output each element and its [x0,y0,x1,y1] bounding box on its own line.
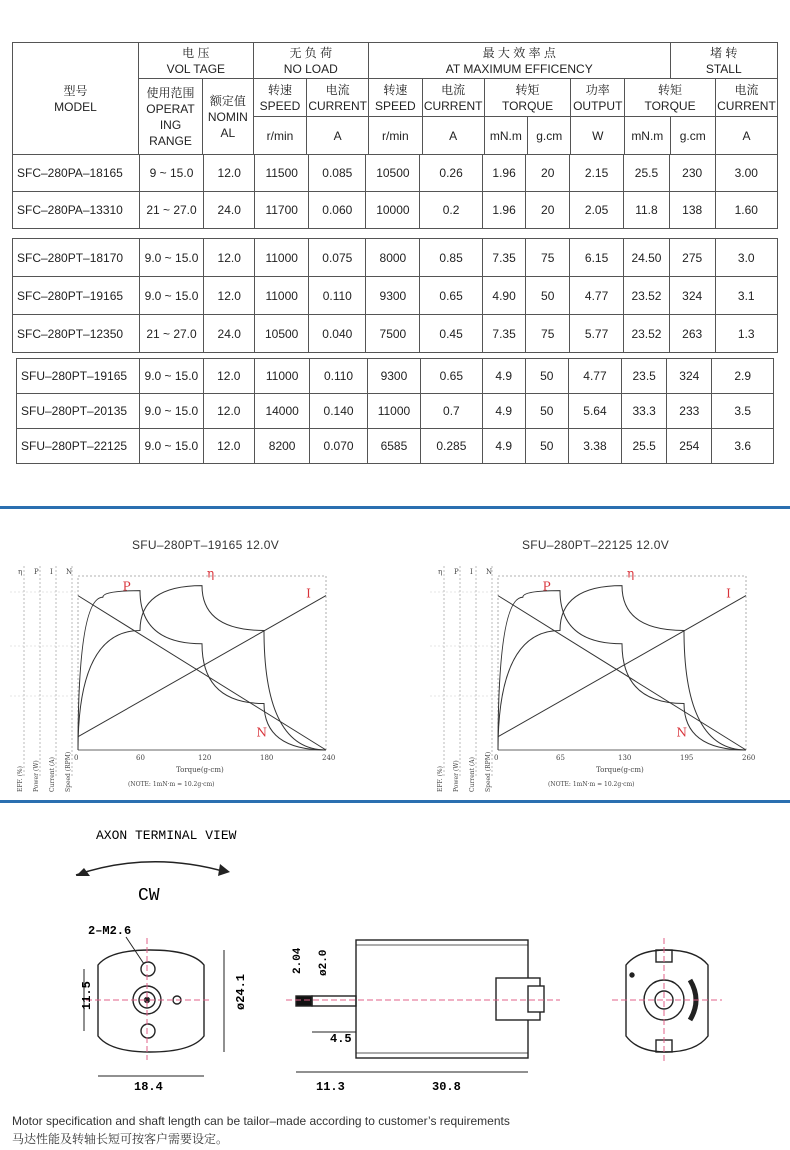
table-cell: 33.3 [622,394,667,429]
dim-label: ø24.1 [234,973,248,1010]
axis-name: Speed (RPM) [485,751,492,792]
table-cell: 25.5 [624,155,670,192]
dim-label: 11.3 [316,1080,345,1094]
table-cell: 24.0 [204,192,255,229]
axis-name: EFF. (%) [437,766,444,792]
spec-table-group-1 [12,154,778,229]
rear-view [612,938,722,1062]
series-N-line [78,596,326,750]
maxeff-torque-header: 转矩 TORQUE [484,79,571,117]
table-cell: 233 [667,394,712,429]
table-cell: 3.38 [568,429,621,464]
table-cell: 0.075 [309,239,366,277]
table-cell: 9 ~ 15.0 [139,155,203,192]
table-row [13,155,778,192]
table-cell: 9300 [367,359,420,394]
table-cell: 254 [667,429,712,464]
table-cell: 5.64 [568,394,621,429]
table-cell: 12.0 [203,429,254,464]
noload-speed-header: 转速 SPEED [253,79,307,117]
dim-label: ø2.0 [318,949,330,976]
stall-torque-header: 转矩 TORQUE [625,79,716,117]
model-cell: SFC–280PT–18170 [13,239,140,277]
spec-table-header [12,42,778,155]
table-cell: 11000 [255,277,309,315]
model-cell: SFU–280PT–22125 [17,429,140,464]
unit-cell: A [307,117,369,155]
table-cell: 21 ~ 27.0 [139,192,203,229]
curve-label: I [726,586,731,601]
model-cell: SFC–280PA–18165 [13,155,140,192]
maxeff-header: 最 大 效 率 点 AT MAXIMUM EFFICENCY [368,43,670,79]
table-cell: 0.26 [420,155,482,192]
x-tick-label: 195 [680,754,694,762]
table-cell: 50 [525,429,568,464]
terminal-view-label: AXON TERMINAL VIEW [96,828,237,843]
table-cell: 10500 [255,315,309,353]
x-tick-label: 130 [618,754,632,762]
table-cell: 0.040 [309,315,366,353]
table-cell: 50 [525,394,568,429]
table-cell: 1.3 [715,315,777,353]
rotation-label: CW [138,886,160,906]
table-cell: 11.8 [624,192,670,229]
table-cell: 7.35 [482,315,526,353]
maxeff-current-header: 电流 CURRENT [422,79,484,117]
table-cell: 6585 [367,429,420,464]
voltage-header: 电 压 VOL TAGE [139,43,254,79]
table-cell: 75 [526,239,570,277]
table-cell: 324 [669,277,715,315]
section-divider [0,506,790,509]
table-row [17,394,774,429]
series-P-line [498,591,746,750]
spec-table-group-2 [12,238,778,353]
unit-cell: r/min [368,117,422,155]
table-cell: 3.1 [715,277,777,315]
series-P-line [78,591,326,750]
table-cell: 324 [667,359,712,394]
table-cell: 0.65 [421,359,483,394]
table-cell: 9.0 ~ 15.0 [139,239,203,277]
table-cell: 2.05 [570,192,624,229]
axis-header: P [34,568,39,576]
performance-chart [10,562,390,802]
maxeff-speed-header: 转速 SPEED [368,79,422,117]
table-cell: 9300 [366,277,420,315]
table-cell: 8000 [366,239,420,277]
axis-header: I [50,568,53,576]
unit-cell: mN.m [484,117,527,155]
table-cell: 23.52 [624,315,670,353]
unit-cell: r/min [253,117,307,155]
x-tick-label: 120 [198,754,212,762]
table-cell: 3.5 [712,394,774,429]
chart-note: (NOTE: 1mN·m = 10.2g·cm) [128,781,215,788]
table-cell: 11500 [255,155,309,192]
dim-label: 2.04 [292,947,304,974]
curve-label: η [626,566,635,581]
unit-cell: g.cm [528,117,571,155]
stall-current-header: 电流 CURRENT [715,79,777,117]
table-cell: 0.085 [309,155,366,192]
table-cell: 9.0 ~ 15.0 [140,359,204,394]
table-cell: 50 [525,359,568,394]
table-cell: 12.0 [203,359,254,394]
table-cell: 21 ~ 27.0 [139,315,203,353]
model-cell: SFC–280PT–19165 [13,277,140,315]
table-cell: 4.77 [570,277,624,315]
table-cell: 8200 [254,429,309,464]
mechanical-drawing [0,810,790,1110]
unit-cell: A [715,117,777,155]
table-cell: 11000 [367,394,420,429]
table-row [17,359,774,394]
table-cell: 1.60 [715,192,777,229]
table-cell: 0.285 [421,429,483,464]
table-cell: 0.85 [420,239,482,277]
x-tick-label: 0 [494,754,499,762]
table-cell: 3.6 [712,429,774,464]
rotation-arc [76,862,226,875]
series-N-line [498,596,746,750]
table-cell: 7.35 [482,239,526,277]
table-cell: 12.0 [204,155,255,192]
table-cell: 2.9 [712,359,774,394]
model-header: 型号 MODEL [13,43,139,155]
dim-label: 30.8 [432,1080,461,1094]
op-range-header: 使用范围 OPERAT ING RANGE [139,79,203,155]
table-cell: 0.45 [420,315,482,353]
axis-header: P [454,568,459,576]
model-cell: SFU–280PT–20135 [17,394,140,429]
table-cell: 4.9 [482,394,525,429]
table-cell: 12.0 [204,277,255,315]
chart-note: (NOTE: 1mN·m = 10.2g·cm) [548,781,635,788]
curve-label: P [122,579,131,594]
table-row [17,429,774,464]
table-cell: 24.50 [624,239,670,277]
x-tick-label: 180 [260,754,274,762]
table-row [13,192,778,229]
unit-cell: g.cm [670,117,715,155]
axis-name: Power (W) [453,760,460,792]
axis-name: Current (A) [49,757,56,792]
table-row [13,277,778,315]
series-I-line [78,596,326,737]
chart-title: SFU–280PT–19165 12.0V [132,538,280,552]
noload-header: 无 负 荷 NO LOAD [253,43,368,79]
table-row [13,239,778,277]
x-axis-label: Torque(g-cm) [176,766,224,774]
table-cell: 230 [669,155,715,192]
table-cell: 4.9 [482,429,525,464]
curve-label: N [256,725,268,740]
table-cell: 24.0 [204,315,255,353]
model-cell: SFU–280PT–19165 [17,359,140,394]
dim-label: 4.5 [330,1032,352,1046]
axis-header: N [66,568,73,576]
table-cell: 263 [669,315,715,353]
x-axis-label: Torque(g-cm) [596,766,644,774]
table-cell: 0.2 [420,192,482,229]
table-cell: 138 [669,192,715,229]
table-cell: 23.52 [624,277,670,315]
series-eff-line [78,586,326,750]
footer-note-en: Motor specification and shaft length can be tailor–made according to customer’s requirements [12,1114,510,1128]
series-eff-line [498,586,746,750]
model-cell: SFC–280PA–13310 [13,192,140,229]
table-cell: 0.110 [310,359,367,394]
table-cell: 20 [526,155,570,192]
unit-cell: mN.m [625,117,670,155]
table-cell: 11000 [255,239,309,277]
dim-label: 18.4 [134,1080,163,1094]
unit-cell: A [422,117,484,155]
maxeff-output-header: 功率 OUTPUT [571,79,625,117]
table-cell: 9.0 ~ 15.0 [140,394,204,429]
table-cell: 50 [526,277,570,315]
axis-name: EFF. (%) [17,766,24,792]
table-cell: 0.070 [310,429,367,464]
x-tick-label: 240 [322,754,336,762]
plot-frame [78,576,326,750]
x-tick-label: 60 [136,754,145,762]
footer-note-cn: 马达性能及转轴长短可按客户需要设定。 [12,1132,229,1146]
noload-current-header: 电流 CURRENT [307,79,369,117]
table-cell: 75 [526,315,570,353]
axis-header: N [486,568,493,576]
table-cell: 11700 [255,192,309,229]
table-cell: 6.15 [570,239,624,277]
table-row [13,315,778,353]
table-cell: 12.0 [203,394,254,429]
curve-label: P [542,579,551,594]
x-tick-label: 260 [742,754,756,762]
front-view [84,937,224,1076]
axis-header: I [470,568,473,576]
stall-header: 堵 转 STALL [670,43,777,79]
table-cell: 9.0 ~ 15.0 [140,429,204,464]
table-cell: 1.96 [482,155,526,192]
table-cell: 7500 [366,315,420,353]
axis-header: η [18,568,23,576]
plot-frame [498,576,746,750]
table-cell: 4.90 [482,277,526,315]
table-cell: 25.5 [622,429,667,464]
unit-cell: W [571,117,625,155]
table-cell: 23.5 [622,359,667,394]
table-cell: 5.77 [570,315,624,353]
curve-label: η [206,566,215,581]
chart-title: SFU–280PT–22125 12.0V [522,538,670,552]
table-cell: 3.0 [715,239,777,277]
table-cell: 4.77 [568,359,621,394]
axis-name: Current (A) [469,757,476,792]
table-cell: 20 [526,192,570,229]
table-cell: 11000 [254,359,309,394]
table-cell: 0.060 [309,192,366,229]
table-cell: 0.140 [310,394,367,429]
x-tick-label: 0 [74,754,79,762]
table-cell: 275 [669,239,715,277]
table-cell: 10500 [366,155,420,192]
table-cell: 3.00 [715,155,777,192]
spec-table-group-3 [16,358,774,464]
x-tick-label: 65 [556,754,565,762]
arrow-head-icon [218,864,230,876]
table-cell: 2.15 [570,155,624,192]
axis-header: η [438,568,443,576]
table-cell: 14000 [254,394,309,429]
table-cell: 0.7 [421,394,483,429]
model-cell: SFC–280PT–12350 [13,315,140,353]
performance-chart [430,562,790,802]
curve-label: I [306,586,311,601]
table-cell: 1.96 [482,192,526,229]
table-cell: 10000 [366,192,420,229]
table-cell: 9.0 ~ 15.0 [139,277,203,315]
curve-label: N [676,725,688,740]
holes-label: 2–M2.6 [88,924,132,938]
axis-name: Power (W) [33,760,40,792]
table-cell: 0.65 [420,277,482,315]
section-divider [0,800,790,803]
axis-name: Speed (RPM) [65,751,72,792]
table-cell: 4.9 [482,359,525,394]
dim-label: 11.5 [80,981,94,1010]
series-I-line [498,596,746,737]
table-cell: 0.110 [309,277,366,315]
nominal-header: 额定值 NOMIN AL [203,79,254,155]
table-cell: 12.0 [204,239,255,277]
